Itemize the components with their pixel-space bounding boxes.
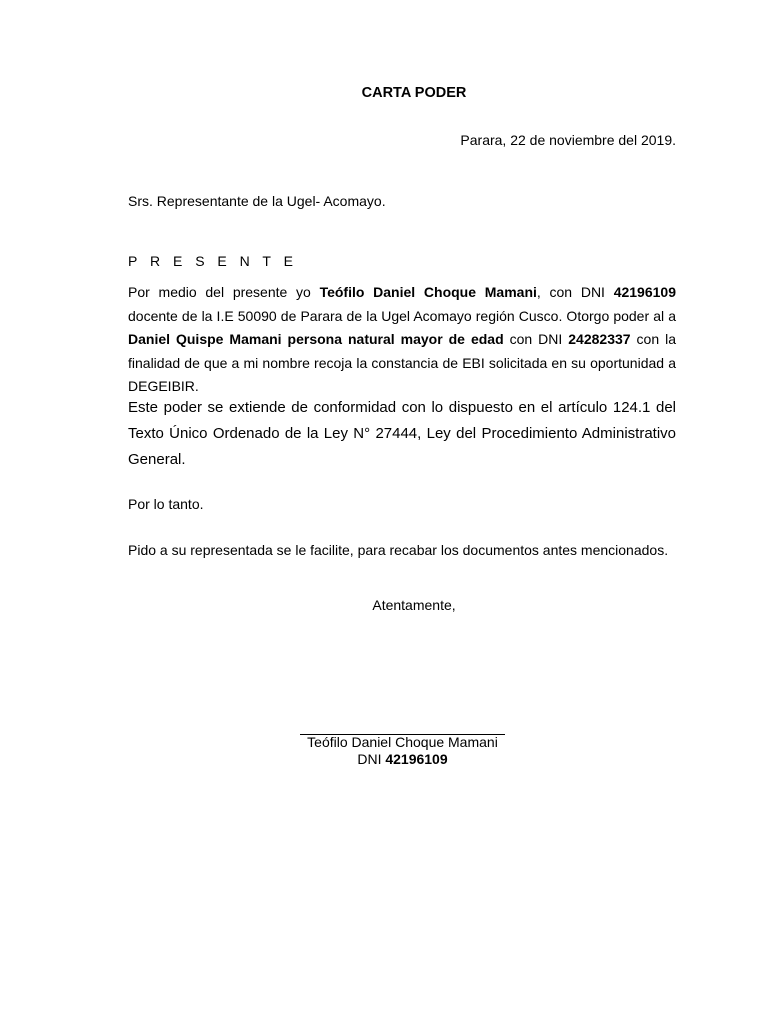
body1-text-1: Por medio del presente yo [128, 284, 320, 300]
body-paragraph-2: Este poder se extiende de conformidad con lo dispuesto en el artículo 124.1 del Texto Único Ordenado de la Ley N° 27444, Ley del Procedimiento Administrativo General. [128, 399, 676, 468]
addressee: Srs. Representante de la Ugel- Acomayo. [128, 193, 386, 209]
proxy-name: Daniel Quispe Mamani persona natural mayor de edad [128, 331, 504, 347]
grantor-dni: 42196109 [613, 284, 676, 300]
signature-name: Teófilo Daniel Choque Mamani [307, 734, 498, 750]
signature-dni-label: DNI [357, 751, 386, 767]
document-title: CARTA PODER [361, 85, 467, 101]
body1-text-2: , con DNI [536, 284, 614, 300]
presente-heading: P R E S E N T E [128, 253, 298, 269]
grantor-name: Teófilo Daniel Choque Mamani [319, 284, 537, 300]
body1-text-4: con DNI [503, 331, 569, 347]
body1-text-3: docente de la I.E 50090 de Parara de la Ugel Acomayo región Cusco. Otorgo poder al a [128, 307, 676, 324]
date-line: Parara, 22 de noviembre del 2019. [460, 132, 676, 148]
signature-dni-value: 42196109 [385, 751, 448, 767]
request-line: Pido a su representada se le facilite, para recabar los documentos antes mencionados. [128, 542, 669, 558]
proxy-dni: 24282337 [568, 331, 631, 347]
por-lo-tanto: Por lo tanto. [128, 496, 204, 512]
closing: Atentamente, [372, 597, 456, 613]
body1-text-5: con la finalidad de que a mi nombre recoja la constancia de EBI solicitada en su oportunidad a DEGEIBIR. [128, 331, 676, 394]
body-paragraph-1 [128, 281, 676, 399]
signature-dni [300, 751, 505, 767]
